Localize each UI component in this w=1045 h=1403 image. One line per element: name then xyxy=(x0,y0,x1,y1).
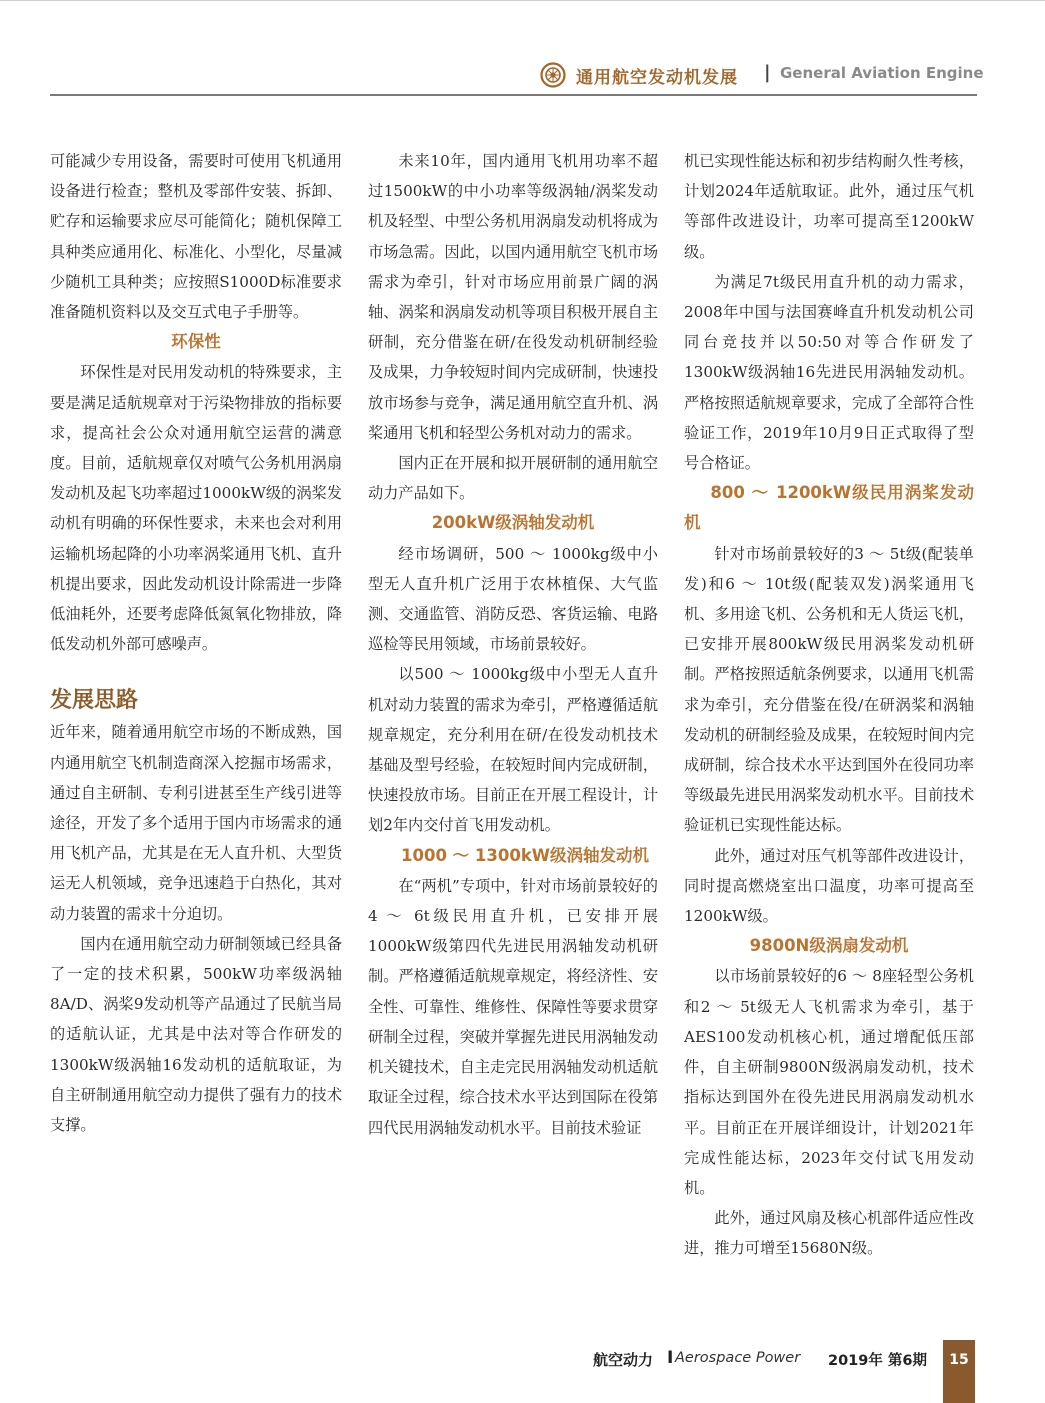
subheading-800-1200kw: 800 ～ 1200kW级民用涡桨发动机 xyxy=(684,483,974,533)
subheading-9800n: 9800N级涡扇发动机 xyxy=(749,936,909,956)
page-number: 15 xyxy=(949,1352,969,1368)
section-heading-development: 发展思路 xyxy=(50,688,139,714)
running-header xyxy=(0,58,1045,98)
paragraph: 此外，通过对压气机等部件改进设计，同时提高燃烧室出口温度，功率可提高至1200kW级。 xyxy=(684,846,974,926)
subheading-1000-1300kw: 1000 ～ 1300kW级涡轴发动机 xyxy=(401,845,650,865)
engine-emblem-icon xyxy=(540,62,566,88)
section-title: 通用航空发动机发展 xyxy=(576,68,738,88)
paragraph: 国内在通用航空动力研制领域已经具备了一定的技术积累，500kW功率级涡轴8A/D、涡桨9发动机等产品通过了民航当局的适航认证，尤其是中法对等合作研发的1300kW级涡轴16发动机的适航取证，为自主研制通用航空动力提供了强有力的技术支撑。 xyxy=(50,934,342,1135)
paragraph: 经市场调研，500 ～ 1000kg级中小型无人直升机广泛用于农林植保、大气监测、交通监管、消防反恐、客货运输、电路巡检等民用领域，市场前景较好。 xyxy=(368,544,658,654)
page-footer xyxy=(0,1340,1045,1403)
journal-name-english: Aerospace Power xyxy=(675,1350,801,1366)
paragraph: 未来10年，国内通用飞机用功率不超过1500kW的中小功率等级涡轴/涡桨发动机及轻型、中型公务机用涡扇发动机将成为市场急需。因此，以国内通用航空飞机市场需求为牵引，针对市场应用前景广阔的涡轴、涡桨和涡扇发动机等项目积极开展自主研制，充分借鉴在研/在役发动机研制经验及成果，力争较短时间内完成研制，快速投放市场参与竞争，满足通用航空直升机、涡桨通用飞机和轻型公务机对动力的需求。 xyxy=(368,152,658,442)
footer-separator: I xyxy=(667,1348,674,1368)
paragraph: 可能减少专用设备，需要时可使用飞机通用设备进行检查；整机及零部件安装、拆卸、贮存和运输要求应尽可能简化；随机保障工具种类应通用化、标准化、小型化，尽量减少随机工具种类；应按照S1000D标准要求准备随机资料以及交互式电子手册等。 xyxy=(50,152,342,322)
page-number-box xyxy=(943,1340,975,1403)
paragraph: 此外，通过风扇及核心机部件适应性改进，推力可增至15680N级。 xyxy=(684,1209,974,1258)
paragraph: 以市场前景较好的6 ～ 8座轻型公务机和2 ～ 5t级无人飞机需求为牵引，基于AES100发动机核心机，通过增配低压部件，自主研制9800N级涡扇发动机，技术指标达到国外在役先进民用涡扇发动机水平。目前正在开展详细设计，计划2021年完成性能达标，2023年交付试飞用发动机。 xyxy=(684,967,974,1197)
journal-name: 航空动力 xyxy=(593,1351,654,1369)
header-rule xyxy=(50,94,977,96)
subheading-200kw: 200kW级涡轴发动机 xyxy=(431,513,595,533)
paragraph: 在“两机”专项中，针对市场前景较好的4 ～ 6t级民用直升机，已安排开展1000kW级第四代先进民用涡轴发动机研制。严格遵循适航规章规定，将经济性、安全性、可靠性、维修性、保障性等要求贯穿研制全过程，突破并掌握先进民用涡轴发动机关键技术，自主走完民用涡轴发动机适航取证全过程，综合技术水平达到国际在役第四代民用涡轴发动机水平。目前技术验证 xyxy=(368,876,658,1137)
paragraph: 国内正在开展和拟开展研制的通用航空动力产品如下。 xyxy=(368,454,658,503)
text-column-1 xyxy=(50,146,342,1140)
text-column-2 xyxy=(368,146,658,1143)
top-border xyxy=(0,0,1045,1)
paragraph: 为满足7t级民用直升机的动力需求，2008年中国与法国赛峰直升机发动机公司同台竞技并以50:50对等合作研发了1300kW级涡轴16先进民用涡轴发动机。严格按照适航规章要求，完成了全部符合性验证工作，2019年10月9日正式取得了型号合格证。 xyxy=(684,272,974,473)
paragraph: 环保性是对民用发动机的特殊要求，主要是满足适航规章对于污染物排放的指标要求，提高社会公众对通用航空运营的满意度。目前，适航规章仅对喷气公务机用涡扇发动机及起飞功率超过1000kW级的涡桨发动机有明确的环保性要求，未来也会对利用运输机场起降的小功率涡桨通用飞机、直升机提出要求，因此发动机设计除需进一步降低油耗外，还要考虑降低氮氧化物排放，降低发动机外部可感噪声。 xyxy=(50,363,342,654)
subheading-environmental: 环保性 xyxy=(171,332,221,352)
paragraph: 以500 ～ 1000kg级中小型无人直升机对动力装置的需求为牵引，严格遵循适航规章规定，充分利用在研/在役发动机技术基础及型号经验，在较短时间内完成研制，快速投放市场。目前正在开展工程设计，计划2年内交付首飞用发动机。 xyxy=(368,665,658,835)
paragraph: 近年来，随着通用航空市场的不断成熟，国内通用航空飞机制造商深入挖掘市场需求，通过自主研制、专利引进甚至生产线引进等途径，开发了多个适用于国内市场需求的通用飞机产品，尤其是在无人直升机、大型货运无人机领域，竞争迅速趋于白热化，其对动力装置的需求十分迫切。 xyxy=(50,723,342,923)
paragraph: 机已实现性能达标和初步结构耐久性考核，计划2024年适航取证。此外，通过压气机等部件改进设计，功率可提高至1200kW级。 xyxy=(684,152,974,261)
header-separator: | xyxy=(764,62,771,83)
paragraph: 针对市场前景较好的3 ～ 5t级(配装单发)和6 ～ 10t级(配装双发)涡桨通用飞机、多用途飞机、公务机和无人货运飞机，已安排开展800kW级民用涡桨发动机研制。严格按照适航条例要求，以通用飞机需求为牵引，充分借鉴在役/在研涡桨和涡轴发动机的研制经验及成果，在较短时间内完成研制，综合技术水平达到国外在役同功率等级最先进民用涡桨发动机水平。目前技术验证机已实现性能达标。 xyxy=(684,544,974,835)
issue-label: 2019年 第6期 xyxy=(828,1353,927,1369)
section-title-english: General Aviation Engine xyxy=(780,64,984,82)
text-column-3 xyxy=(684,146,974,1264)
